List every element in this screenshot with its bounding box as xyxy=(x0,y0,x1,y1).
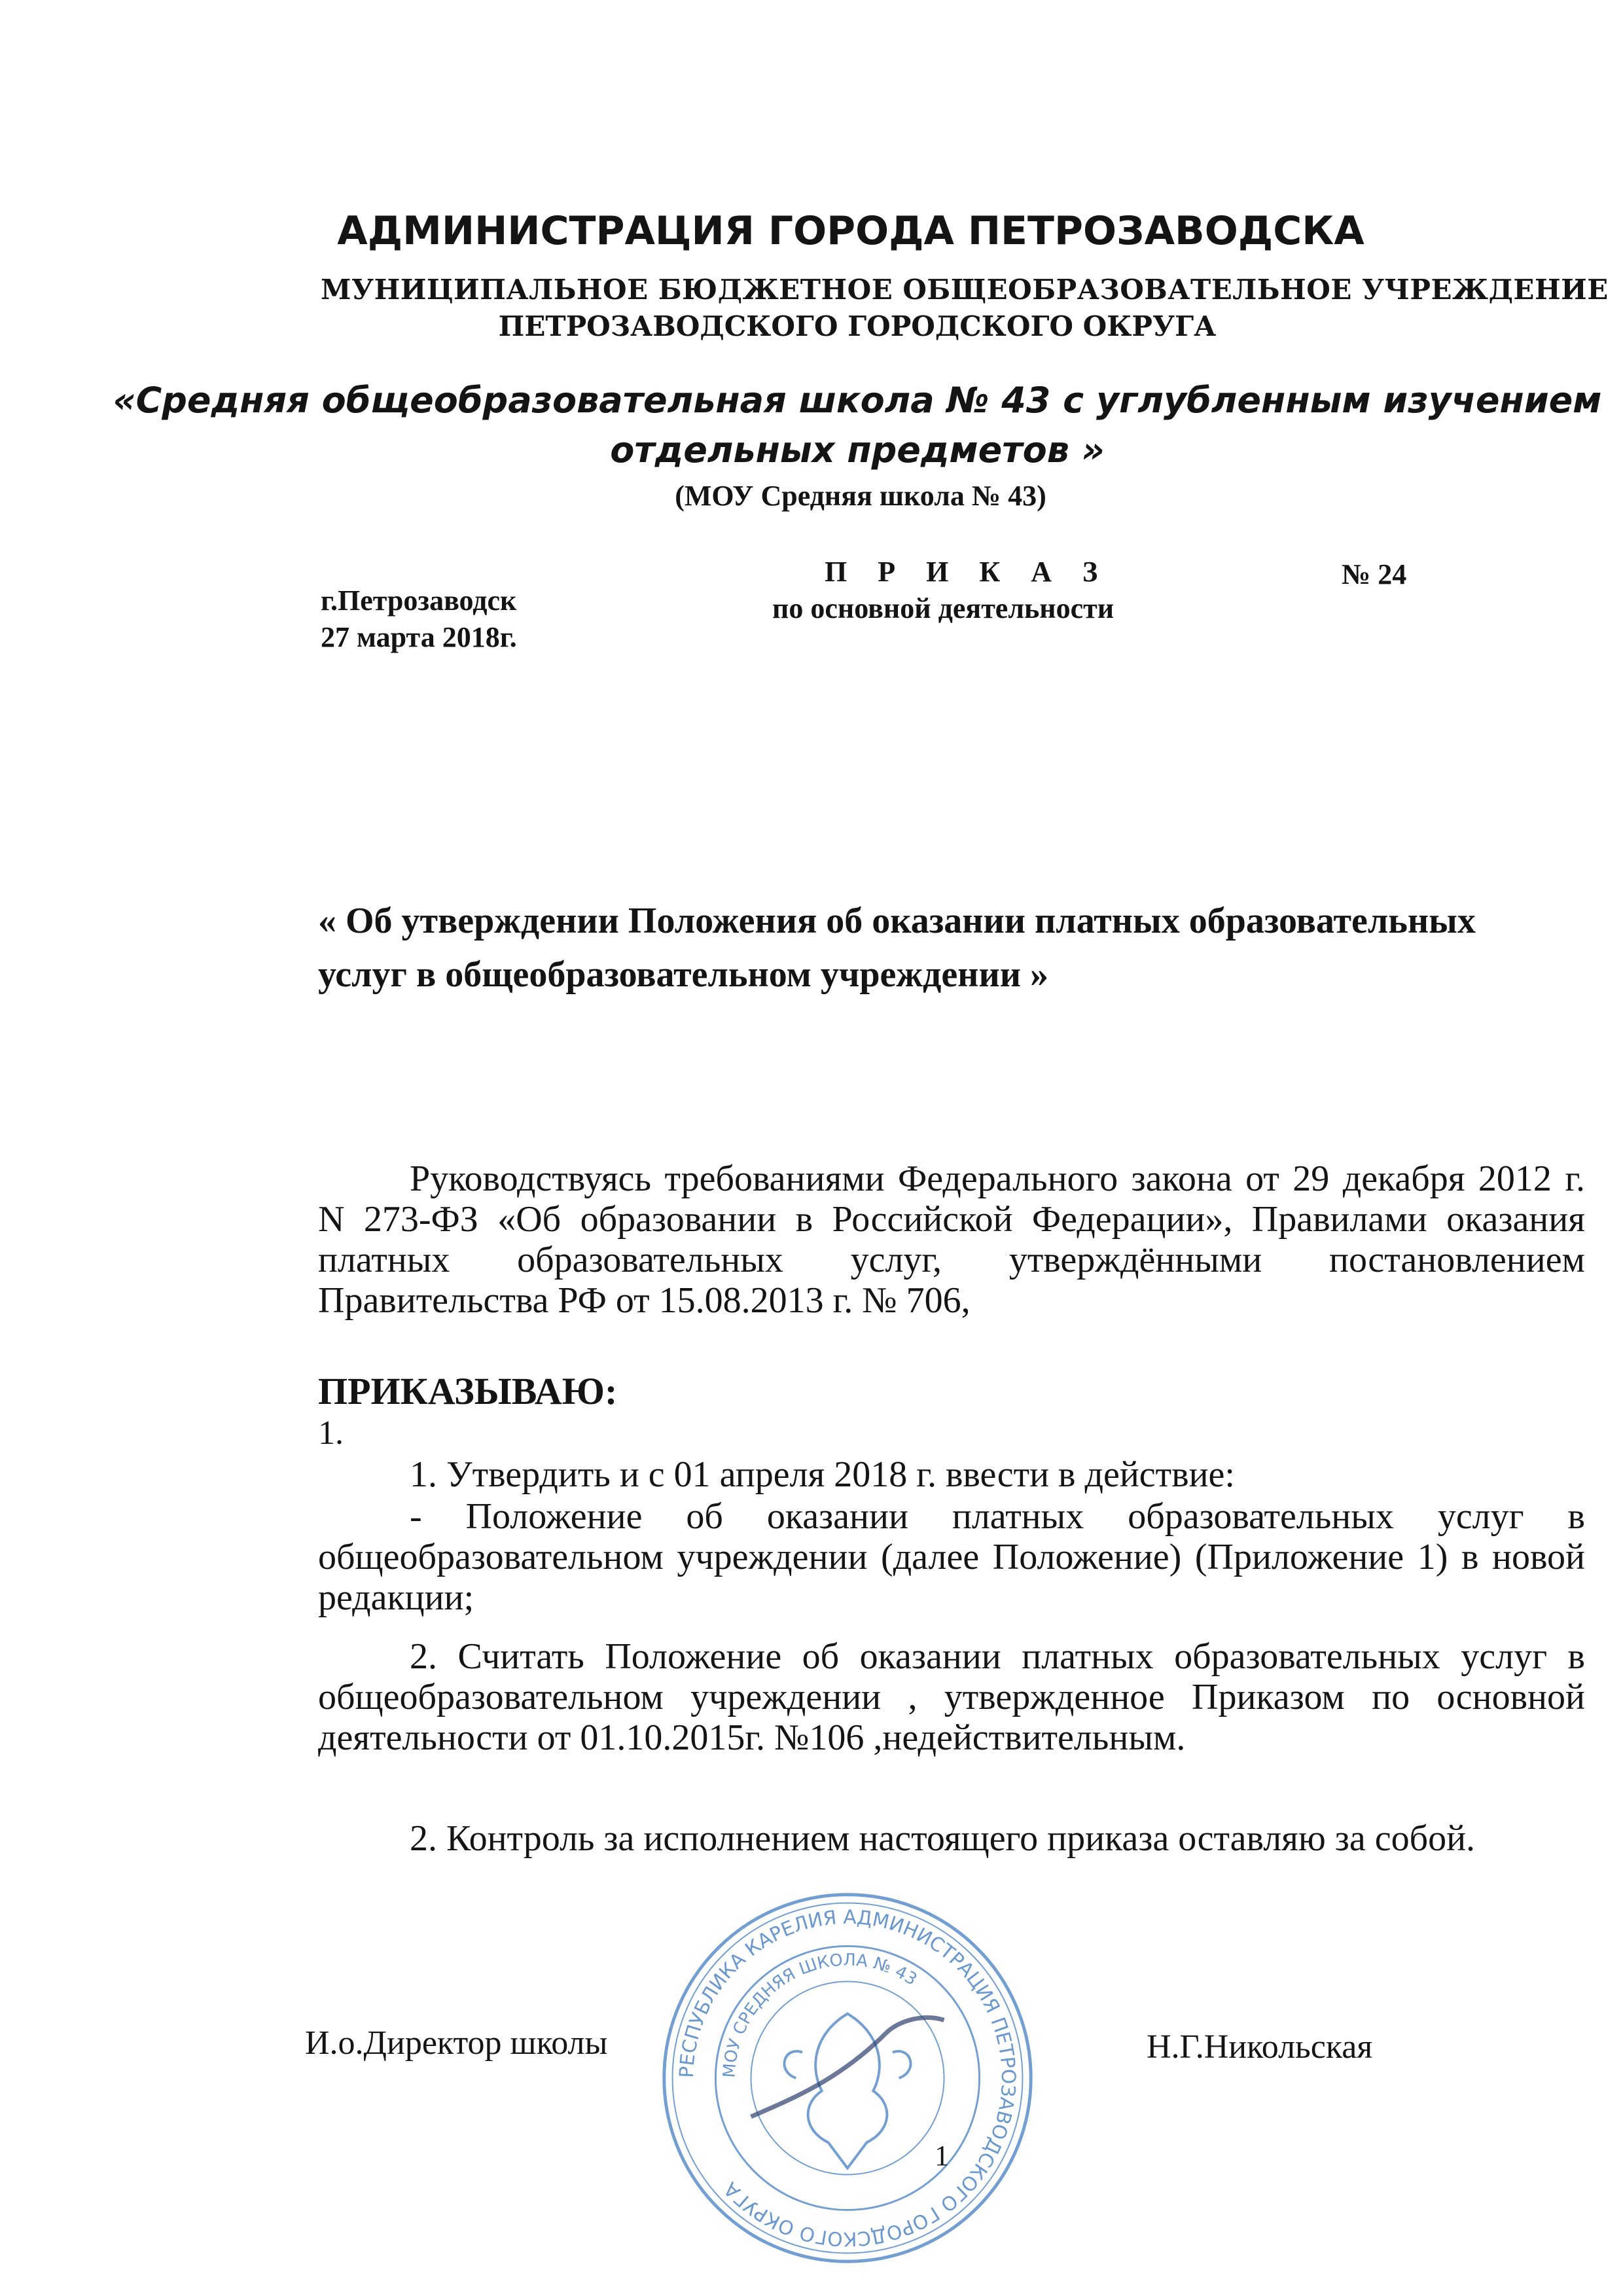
institution-line-1: МУНИЦИПАЛЬНОЕ БЮДЖЕТНОЕ ОБЩЕОБРАЗОВАТЕЛЬНОЕ УЧРЕЖДЕНИЕ xyxy=(321,274,1609,306)
item-1-sub: - Положение об оказании платных образовательных услуг в общеобразовательном учреждении (далее Положение) (Приложение 1) в новой редакции; xyxy=(318,1496,1585,1618)
stamp-outer-text: РЕСПУБЛИКА КАРЕЛИЯ АДМИНИСТРАЦИЯ ПЕТРОЗАВОДСКОГО ГОРОДСКОГО ОКРУГА xyxy=(675,1905,1020,2251)
order-date: 27 марта 2018г. xyxy=(321,621,517,653)
item-2: 2. Считать Положение об оказании платных образовательных услуг в общеобразовательном учреждении , утвержденное Приказом по основной деятельности от 01.10.2015г. №106 ,недействительным. xyxy=(318,1636,1585,1758)
order-subtitle: по основной деятельности xyxy=(772,592,1115,624)
school-name: «Средняя общеобразовательная школа № 43 с углубленным изучением отдельных предметов » xyxy=(113,380,1602,471)
administration-title: АДМИНИСТРАЦИЯ ГОРОДА ПЕТРОЗАВОДСКА xyxy=(337,208,1364,254)
stamp-inner-text: МОУ СРЕДНЯЯ ШКОЛА № 43 xyxy=(719,1950,921,2079)
page-number: 1 xyxy=(935,2140,949,2172)
institution-line-2: ПЕТРОЗАВОДСКОГО ГОРОДСКОГО ОКРУГА xyxy=(498,310,1217,342)
item-1: 1. Утвердить и с 01 апреля 2018 г. ввести в действие: xyxy=(410,1454,1235,1495)
school-seal-stamp xyxy=(654,1885,1041,2271)
stray-number: 1. xyxy=(318,1414,344,1452)
signature-name: Н.Г.Никольская xyxy=(1147,2028,1373,2066)
svg-text:МОУ СРЕДНЯЯ ШКОЛА № 43 xyxy=(720,1950,921,2079)
signature-role: И.о.Директор школы xyxy=(305,2024,608,2062)
order-title: П Р И К А З xyxy=(825,556,1110,588)
order-subject: « Об утверждении Положения об оказании платных образовательных услуг в общеобразовательном учреждении » xyxy=(318,901,1476,995)
item-3: 2. Контроль за исполнением настоящего приказа оставляю за собой. xyxy=(410,1818,1476,1859)
order-city: г.Петрозаводск xyxy=(321,584,517,617)
preamble-paragraph: Руководствуясь требованиями Федерального закона от 29 декабря 2012 г. N 273-ФЗ «Об образовании в Российской Федерации», Правилами оказания платных образовательных услуг, утверждёнными постановлением Правительства РФ от 15.08.2013 г. № 706, xyxy=(318,1158,1585,1321)
school-short-name: (МОУ Средняя школа № 43) xyxy=(675,480,1046,512)
order-word: ПРИКАЗЫВАЮ: xyxy=(318,1370,618,1412)
order-number: № 24 xyxy=(1342,558,1407,590)
